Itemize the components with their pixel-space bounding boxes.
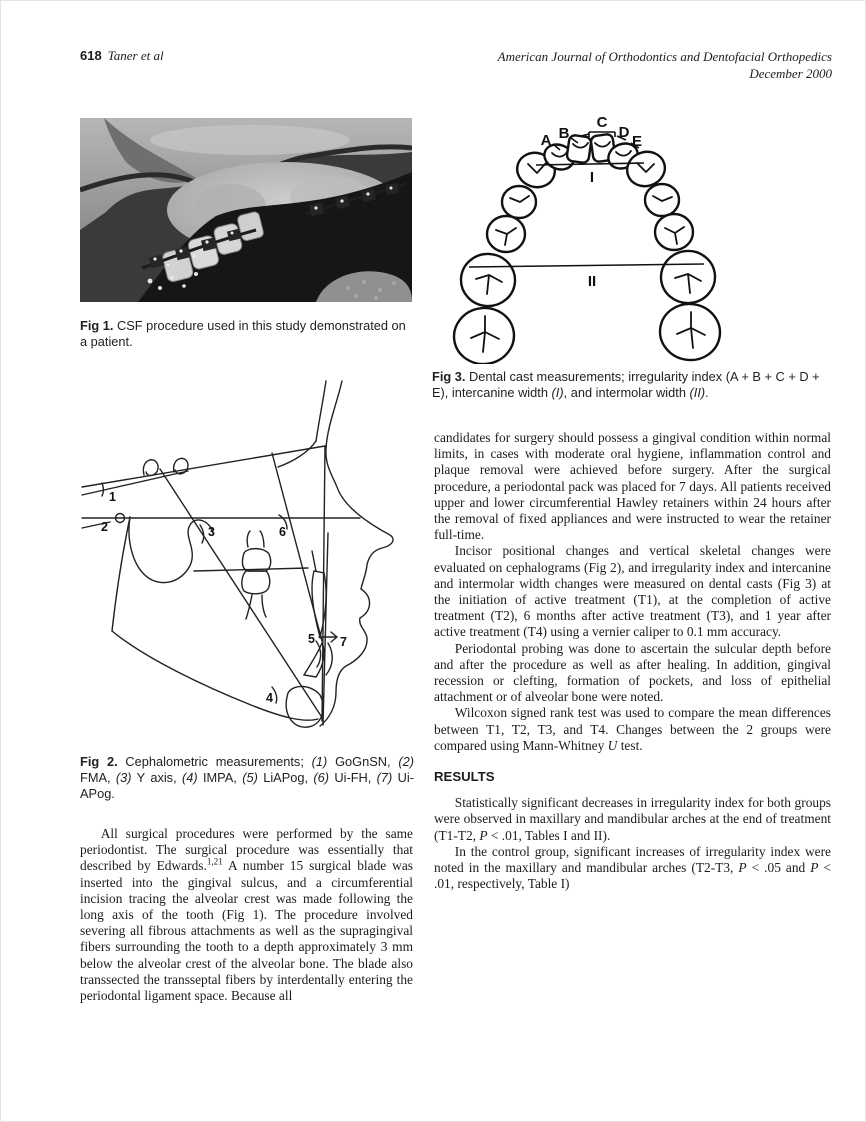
fig3-label-intercanine: I (589, 169, 595, 186)
paragraph: In the control group, significant increases of irregularity index were noted in the maxillary and mandibular arches (T2-T3, P < .05 and P < .01, respectively, Table I) (434, 843, 832, 892)
fig2-label-2: 2 (101, 520, 108, 534)
journal-title: American Journal of Orthodontics and Dentofacial Orthopedics (497, 49, 832, 64)
paragraph: Wilcoxon signed rank test was used to compare the mean differences between T1, T2, T3, and T4. Changes between the 2 groups were compared using Mann-Whitney U test. (434, 705, 831, 753)
page-number: 618 (80, 48, 102, 63)
fig2-label-5: 5 (308, 632, 315, 646)
fig2-label-4: 4 (266, 691, 273, 705)
fig1-caption: Fig 1. CSF procedure used in this study demonstrated on a patient. (80, 318, 406, 349)
journal-issue: December 2000 (749, 66, 832, 81)
paragraph: Incisor positional changes and vertical skeletal changes were evaluated on cephalograms (Fig 2), and irregularity index and intercanine and intermolar width changes were measured on dental casts (Fig 3) at the initiation of active treatment (T1), at the completion of active treatment (T2), 6 months after active treatment (T3), and 1 year after active treatment (T4) using a vernier caliper to 0.1 mm accuracy. (434, 543, 831, 640)
fig2-label-6: 6 (279, 525, 286, 539)
fig3-label-d: D (618, 124, 630, 141)
fig2-cephalometric-tracing (76, 374, 416, 746)
right-column (434, 430, 831, 892)
running-authors: Taner et al (107, 48, 164, 63)
fig1-intraoral-photo (80, 118, 412, 302)
fig3-label-b: B (558, 125, 570, 142)
fig2-label-7: 7 (340, 635, 347, 649)
header-left (80, 48, 164, 64)
header-right (312, 48, 832, 82)
paragraph: candidates for surgery should possess a gingival condition within normal limits, in cases with moderate oral hygiene, inflammation control and plaque removal were achieved before surgery. After the surgical procedure, a periodontal pack was placed for 7 days. All patients received upper and lower circumferential Hawley retainers within 24 hours after the removal of fixed appliances and were instructed to wear the retainer full-time. (434, 430, 831, 543)
fig3-label-intermolar: II (587, 273, 597, 290)
paragraph: All surgical procedures were performed by the same periodontist. The surgical procedure was essentially that described by Edwards.$^{1,21}$ A number 15 surgical blade was inserted into the gingival sulcus, and a circumferential incision tracing the alveolar crest was made following the long axis of the tooth (Fig 1). The procedure involved severing all fibrous attachments as well as the supragingival fibers surrounding the tooth to a depth approximately 3 mm below the alveolar crest of the alveolar bone. The blade also transsected the transseptal fibers by interdentally entering the periodontal ligament space. Because all (80, 826, 413, 1004)
fig2-label-3: 3 (208, 525, 215, 539)
fig3-dental-arch-diagram (433, 112, 830, 364)
left-column (80, 826, 413, 1004)
results-heading: RESULTS (434, 769, 495, 785)
paragraph: Periodontal probing was done to ascertain the sulcular depth before and after the procedure as well as after healing. In addition, gingival recession or clefting, formation of pockets, and loss of epithelial attachment or of alveolar bone were noted. (434, 640, 831, 705)
fig3-label-a: A (540, 132, 552, 149)
fig2-label-1: 1 (109, 490, 116, 504)
fig3-label-c: C (596, 114, 608, 131)
fig2-caption: Fig 2. Cephalometric measurements; (1) GoGnSN, (2) FMA, (3) Y axis, (4) IMPA, (5) LiAPog, (6) Ui-FH, (7) Ui-APog. (80, 754, 415, 801)
paragraph: Statistically significant decreases in irregularity index for both groups were observed in maxillary and mandibular arches at the end of treatment (T1-T2, P < .01, Tables I and II). (434, 795, 831, 843)
fig3-label-e: E (631, 133, 643, 150)
fig3-caption: Fig 3. Dental cast measurements; irregularity index (A + B + C + D + E), intercanine width (I), and intermolar width (II). (432, 369, 820, 400)
